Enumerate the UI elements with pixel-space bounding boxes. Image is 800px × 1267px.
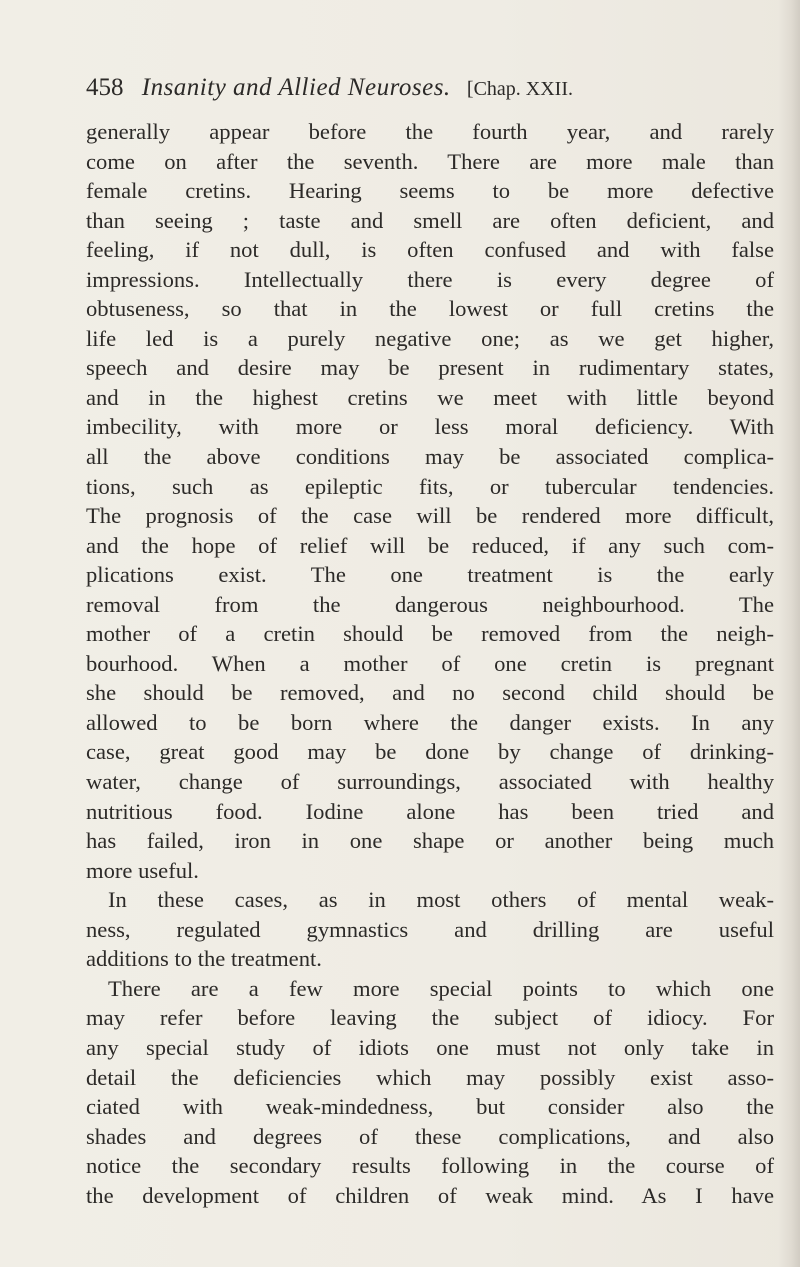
text-line: ness, regulated gymnastics and drilling are useful: [86, 916, 774, 942]
text-line: tions, such as epileptic fits, or tubercular tendencies.: [86, 473, 774, 499]
text-line: bourhood. When a mother of one cretin is pregnant: [86, 650, 774, 676]
text-line: life led is a purely negative one; as we get higher,: [86, 325, 774, 351]
text-line: ciated with weak-mindedness, but consider also the: [86, 1094, 774, 1120]
text-line: come on after the seventh. There are more male than: [86, 148, 774, 174]
text-line: plications exist. The one treatment is the early: [86, 562, 774, 588]
text-line: any special study of idiots one must not only take in: [86, 1034, 774, 1060]
text-line: and in the highest cretins we meet with little beyond: [86, 384, 774, 410]
text-line: female cretins. Hearing seems to be more defective: [86, 178, 774, 204]
running-title: Insanity and Allied Neuroses.: [141, 74, 451, 101]
text-line: she should be removed, and no second child should be: [86, 680, 774, 706]
text-line: water, change of surroundings, associated with healthy: [86, 769, 774, 795]
text-line: imbecility, with more or less moral deficiency. With: [86, 414, 774, 440]
text-line: notice the secondary results following in the course of: [86, 1153, 774, 1179]
text-line: additions to the treatment.: [86, 946, 322, 972]
text-line: case, great good may be done by change of drinking-: [86, 739, 774, 765]
text-line: allowed to be born where the danger exists. In any: [86, 709, 774, 735]
text-line: than seeing ; taste and smell are often deficient, and: [86, 207, 774, 233]
chapter-reference: [Chap. XXII.: [466, 78, 574, 100]
page-edge-shadow: [778, 0, 800, 1267]
text-line: may refer before leaving the subject of idiocy. For: [86, 1005, 774, 1031]
text-line: The prognosis of the case will be rendered more difficult,: [86, 503, 774, 529]
text-line: and the hope of relief will be reduced, if any such com-: [86, 532, 774, 558]
text-line: has failed, iron in one shape or another being much: [86, 828, 774, 854]
page-number: 458: [86, 74, 124, 101]
body-text: [86, 117, 774, 1210]
running-header: [86, 70, 774, 106]
text-line: There are a few more special points to which one: [108, 975, 774, 1001]
text-line: the development of children of weak mind. As I have: [86, 1182, 774, 1208]
text-line: shades and degrees of these complications, and also: [86, 1123, 774, 1149]
text-line: feeling, if not dull, is often confused and with false: [86, 237, 774, 263]
text-line: mother of a cretin should be removed from the neigh-: [86, 621, 774, 647]
text-line: nutritious food. Iodine alone has been tried and: [86, 798, 774, 824]
text-line: obtuseness, so that in the lowest or full cretins the: [86, 296, 774, 322]
text-line: all the above conditions may be associated complica-: [86, 444, 774, 470]
text-line: speech and desire may be present in rudimentary states,: [86, 355, 774, 381]
text-line: removal from the dangerous neighbourhood. The: [86, 591, 774, 617]
text-line: In these cases, as in most others of mental weak-: [108, 887, 774, 913]
text-line: more useful.: [86, 857, 199, 883]
text-line: impressions. Intellectually there is every degree of: [86, 266, 774, 292]
text-line: generally appear before the fourth year, and rarely: [86, 119, 774, 144]
text-line: detail the deficiencies which may possibly exist asso-: [86, 1064, 774, 1090]
